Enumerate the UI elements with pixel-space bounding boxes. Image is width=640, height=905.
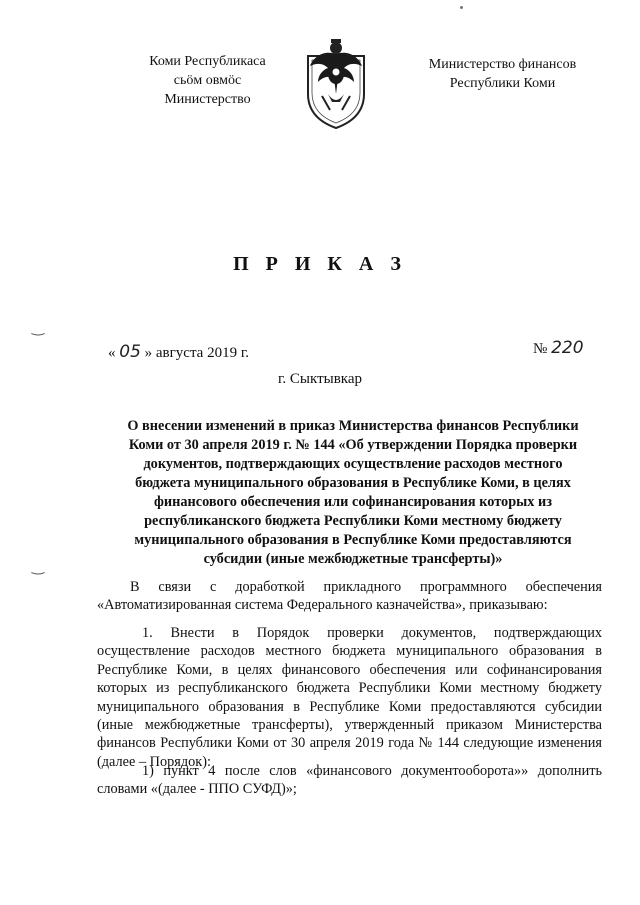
scan-margin-mark: ‿ — [32, 559, 45, 575]
header-left-line-2: сьӧм овмӧс — [173, 73, 242, 88]
city-line: г. Сыктывкар — [277, 371, 363, 387]
header-left-line-3: Министерство — [164, 92, 251, 107]
order-subject: О внесении изменений в приказ Министерства финансов Республики Коми от 30 апреля 2019 г. № 144 «Об утверждении Порядка проверки документов, подтверждающих осуществление расходов местного бюджета муниципального образования в Республике Коми, в целях финансового обеспечения или софинансирования которых из республиканского бюджета Республики Коми местному бюджету муниципального образования в Республике Коми предоставляются субсидии (иные межбюджетные трансферты)» — [127, 418, 579, 567]
header-right-block — [415, 55, 590, 93]
document-title: П Р И К А З — [233, 253, 407, 275]
date-day-handwritten: 05 — [119, 342, 141, 362]
number-sign: № — [533, 341, 548, 357]
scan-speck — [460, 6, 463, 9]
header-left-block — [140, 52, 275, 109]
date-open-quote: « — [108, 345, 116, 361]
body-paragraph-3: 1) пункт 4 после слов «финансового документооборота»» дополнить словами «(далее - ППО СУФД)»; — [97, 763, 602, 798]
header-left-line-1: Коми Республикаса — [149, 54, 266, 69]
body-paragraph-1: В связи с доработкой прикладного программного обеспечения «Автоматизированная система Федерального казначейства», приказываю: — [97, 579, 602, 614]
scan-margin-mark: ‿ — [32, 320, 45, 336]
number-value-handwritten: 220 — [551, 338, 584, 358]
header-right-line-1: Министерство финансов — [428, 57, 577, 72]
date-rest: августа 2019 г. — [155, 345, 250, 361]
date-close-quote: » — [144, 345, 153, 361]
order-date — [108, 342, 249, 362]
coat-of-arms-emblem — [300, 36, 372, 132]
body-paragraph-2: 1. Внести в Порядок проверки документов, подтверждающих осуществление расходов местного бюджета муниципального образования в Республике Коми, в целях финансового обеспечения или софинансирования которых из республиканского бюджета Республики Коми местному бюджету муниципального образования в Республике Коми предоставляются субсидии (иные межбюджетные трансферты), утвержденный приказом Министерства финансов Республики Коми от 30 апреля 2019 года № 144 следующие изменения (далее – Порядок): — [97, 625, 602, 770]
header-right-line-2: Республики Коми — [449, 76, 556, 91]
order-number — [533, 338, 584, 358]
